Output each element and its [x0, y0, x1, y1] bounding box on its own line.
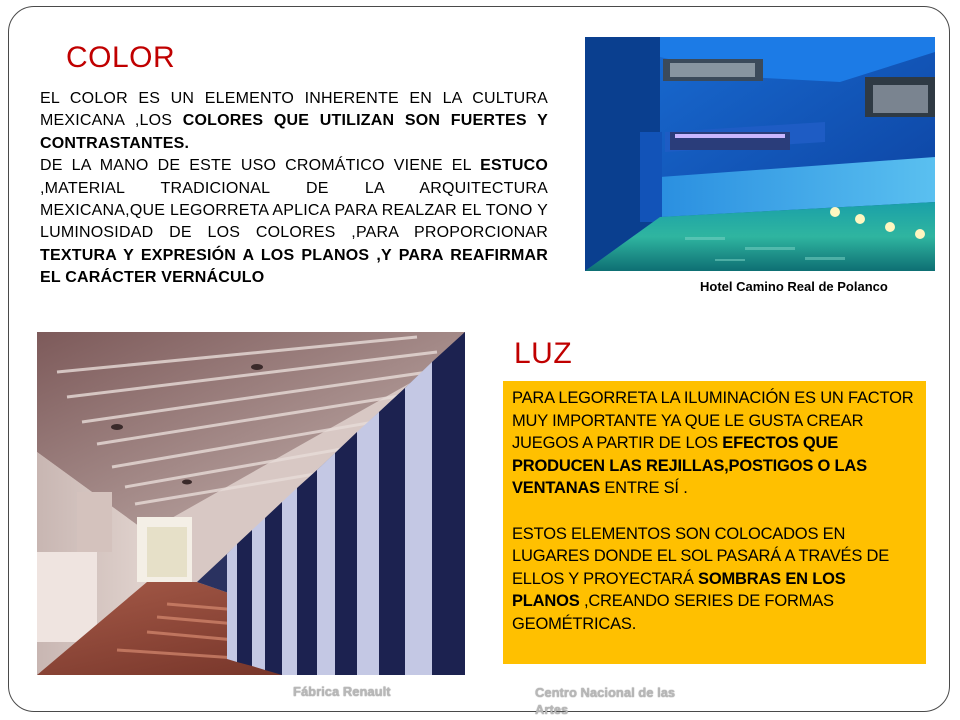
color-text-span: ,MATERIAL TRADICIONAL DE LA ARQUITECTURA MEXICANA,QUE LEGORRETA APLICA PARA REALZAR EL TONO Y LUMINOSIDAD DE LOS COLORES ,PARA PROPORCIONAR [40, 179, 548, 242]
luz-heading: LUZ [514, 337, 573, 370]
hotel-photo-image [585, 37, 935, 271]
luz-text-span: PARA LEGORRETA LA ILUMINACIÓN ES UN FACTOR MUY IMPORTANTE YA QUE LE GUSTA CREAR JUEGOS A PARTIR DE LOS [512, 389, 914, 453]
luz-text-bold: SOMBRAS EN LOS PLANOS [512, 569, 846, 611]
luz-paragraph-1 [512, 387, 916, 500]
color-text-bold: ESTUCO [480, 157, 548, 175]
color-text-bold: TEXTURA Y EXPRESIÓN A LOS PLANOS ,Y PARA REAFIRMAR EL CARÁCTER VERNÁCULO [40, 246, 548, 287]
fabrica-caption: Fábrica Renault [293, 684, 391, 699]
hotel-photo [585, 37, 935, 271]
color-paragraph-2 [40, 155, 548, 289]
luz-text-span: ENTRE SÍ . [599, 479, 688, 498]
luz-text-span: ESTOS ELEMENTOS SON COLOCADOS EN LUGARES DONDE EL SOL PASARÁ A TRAVÉS DE ELLOS Y PROYECTARÁ [512, 524, 890, 588]
color-text-span: DE LA MANO DE ESTE USO CROMÁTICO VIENE EL [40, 157, 481, 175]
color-description [40, 88, 548, 290]
corridor-photo-image [37, 332, 465, 675]
centro-caption: Centro Nacional de las Artes [535, 685, 676, 717]
hotel-caption: Hotel Camino Real de Polanco [700, 279, 888, 294]
color-text-span: EL COLOR ES UN ELEMENTO INHERENTE EN LA CULTURA MEXICANA ,LOS [40, 90, 548, 130]
color-heading: COLOR [66, 41, 176, 74]
color-paragraph-1 [40, 88, 548, 155]
luz-description-box [503, 381, 926, 664]
corridor-photo [37, 332, 465, 675]
luz-paragraph-2 [512, 523, 916, 636]
luz-text-bold: EFECTOS QUE PRODUCEN LAS REJILLAS,POSTIGOS O LAS VENTANAS [512, 434, 867, 498]
paragraph-gap [512, 500, 916, 523]
luz-text-span: ,CREANDO SERIES DE FORMAS GEOMÉTRICAS. [512, 592, 834, 633]
color-text-bold: COLORES QUE UTILIZAN SON FUERTES Y CONTRASTANTES. [40, 112, 548, 152]
